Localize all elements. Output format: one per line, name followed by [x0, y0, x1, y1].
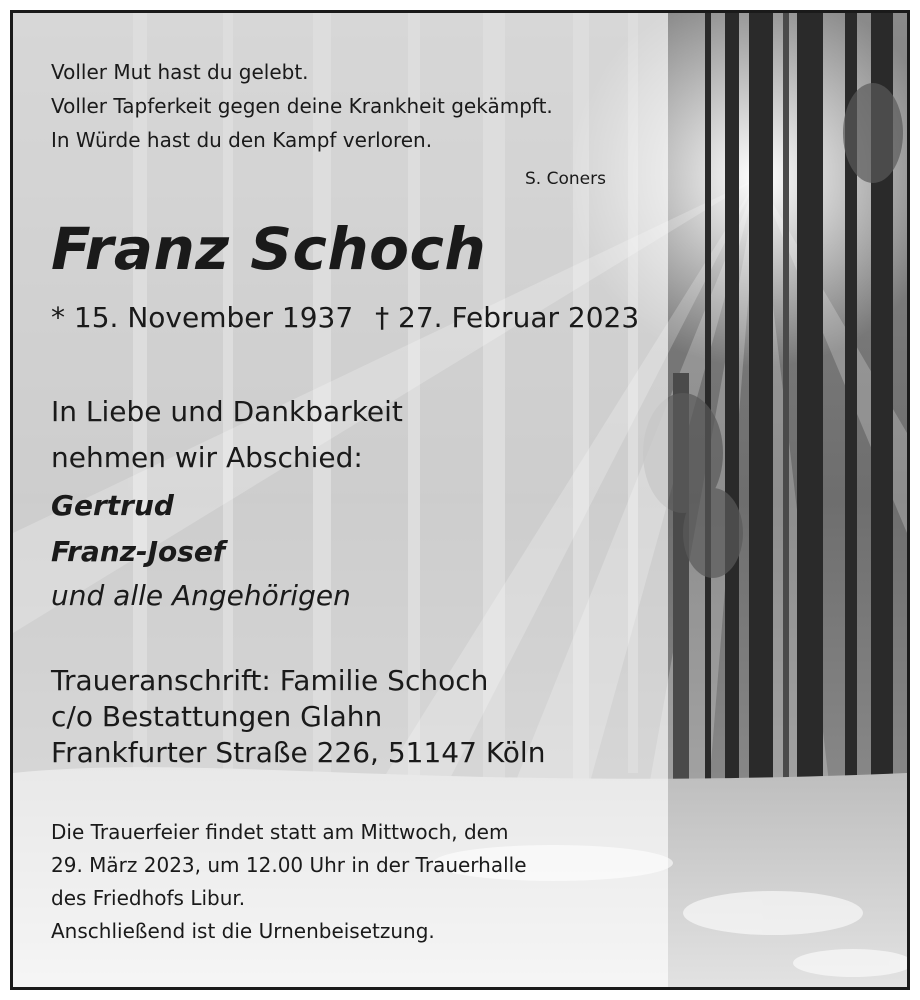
address-line-3: Frankfurter Straße 226, 51147 Köln: [51, 736, 546, 769]
mourner-name-1: Gertrud: [51, 489, 174, 522]
address-line-1: Traueranschrift: Familie Schoch: [51, 664, 489, 697]
poem-author: S. Coners: [525, 169, 606, 189]
deceased-name: Franz Schoch: [51, 215, 487, 283]
poem-line-2: Voller Tapferkeit gegen deine Krankheit gekämpft.: [51, 94, 553, 118]
mourner-others: und alle Angehörigen: [51, 579, 351, 612]
farewell-line-2: nehmen wir Abschied:: [51, 441, 363, 474]
service-line-4: Anschließend ist die Urnenbeisetzung.: [51, 919, 435, 943]
life-dates: [51, 301, 639, 334]
poem-line-3: In Würde hast du den Kampf verloren.: [51, 128, 433, 152]
poem-line-1: Voller Mut hast du gelebt.: [51, 60, 309, 84]
birth-date: * 15. November 1937: [51, 301, 354, 334]
service-line-3: des Friedhofs Libur.: [51, 886, 246, 910]
service-line-2: 29. März 2023, um 12.00 Uhr in der Trauerhalle: [51, 853, 527, 877]
death-date: † 27. Februar 2023: [375, 301, 640, 334]
service-line-1: Die Trauerfeier findet statt am Mittwoch, dem: [51, 820, 509, 844]
mourner-name-2: Franz-Josef: [51, 535, 226, 568]
address-line-2: c/o Bestattungen Glahn: [51, 700, 383, 733]
obituary-notice: [10, 10, 910, 990]
farewell-line-1: In Liebe und Dankbarkeit: [51, 395, 403, 428]
